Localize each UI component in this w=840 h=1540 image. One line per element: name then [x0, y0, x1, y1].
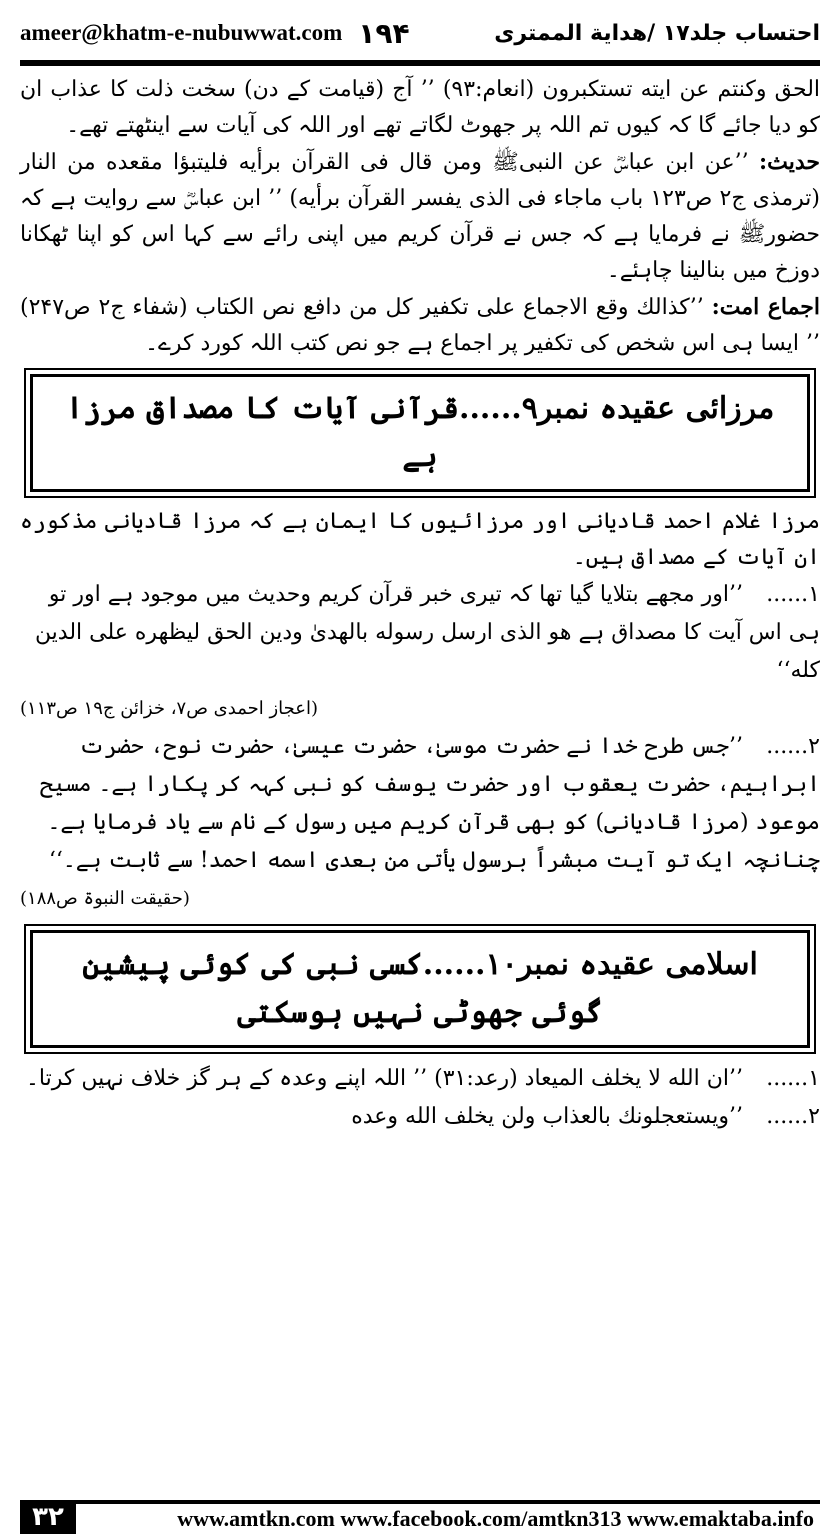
- item-number: ۱......: [766, 582, 820, 607]
- list-item: [20, 728, 820, 880]
- ijma-paragraph: [20, 289, 820, 362]
- header-left: [20, 17, 410, 50]
- header-book-title: احتساب جلد۱۷ /هداية الممترى: [494, 20, 820, 46]
- item-text: ’’ويستعجلونك بالعذاب ولن يخلف الله وعده: [351, 1104, 743, 1129]
- item-text: ’’اور مجھے بتلایا گیا تھا کہ تیری خبر قرآن کریم وحدیث میں موجود ہے اور تو ہی اس آیت کا مصداق ہے هو الذى ارسل رسوله بالهدىٰ ودين الحق ليظهره على الدين كله‘‘: [34, 582, 820, 683]
- item-number: ۲......: [766, 1104, 820, 1129]
- page-content: [20, 72, 820, 1492]
- page-header: [20, 10, 820, 56]
- intro-paragraph: مرزا غلام احمد قادیانی اور مرزائیوں کا ایمان ہے کہ مرزا قادیانی مذکورہ ان آیات کے مصداق ہیں۔: [20, 509, 820, 570]
- reference: (حقیقت النبوۃ ص۱۸۸): [20, 888, 190, 909]
- item-number: ۲......: [766, 734, 820, 759]
- reference-line: [20, 690, 820, 728]
- hadith-paragraph: [20, 144, 820, 289]
- footer-links: www.amtkn.com www.facebook.com/amtkn313 www.emaktaba.info: [76, 1500, 820, 1534]
- item-text: ’’جس طرح خدا نے حضرت موسیٰ، حضرت عیسیٰ، حضرت نوح، حضرت ابراہیم، حضرت یعقوب اور حضرت یوسف کو نبی کہہ کر پکارا ہے۔ مسیح موعود (مرزا قادیانی) کو بھی قرآن کریم میں رسول کے نام سے یاد فرمایا ہے۔ چنانچہ ایک تو آیت مبشراً برسول یأتی من بعدی اسمه احمد! سے ثابت ہے۔‘‘: [39, 734, 820, 873]
- list-item: [20, 1098, 820, 1136]
- quran-paragraph: الحق وكنتم عن ايته تستكبرون (انعام:۹۳) ’’ آج (قیامت کے دن) سخت ذلت کا عذاب ان کو دیا جائے گا کہ کیوں تم اللہ پر جھوٹ لگاتے تھے اور اللہ کی آیات سے اینٹھتے تھے۔: [20, 77, 821, 138]
- ijma-text: ’’كذالك وقع الاجماع على تكفير كل من دافع نص الكتاب (شفاء ج۲ ص۲۴۷) ’’ ایسا ہی اس شخص کی تکفیر پر اجماع ہے جو نص کتب اللہ کورد کرے۔: [20, 295, 820, 356]
- list-item: [20, 576, 820, 690]
- hadith-text: ’’عن ابن عباسؓ عن النبیﷺ ومن قال فی القرآن برأيه فليتبؤا مقعده من النار (ترمذی ج۲ ص۱۲۳ باب ماجاء فی الذی یفسر القرآن برأيه) ’’ ابن عباسؓ سے روایت ہے کہ حضورﷺ نے فرمایا ہے کہ جس نے قرآن کریم میں اپنی رائے سے کہا اس کو اپنا ٹھکانا دوزخ میں بنالینا چاہئے۔: [20, 150, 821, 283]
- header-page-number: ۱۹۴: [358, 16, 410, 50]
- page-footer: [20, 1500, 820, 1534]
- header-rule: [20, 60, 820, 66]
- item-text: ’’ان الله لا يخلف الميعاد (رعد:۳۱) ’’ اللہ اپنے وعدہ کے ہر گز خلاف نہیں کرتا۔: [26, 1066, 743, 1091]
- footer-page-number: ۳۲: [20, 1500, 76, 1534]
- reference: (اعجاز احمدی ص۷، خزائن ج۱۹ ص۱۱۳): [20, 698, 319, 719]
- section-banner-mirzai-9: مرزائی عقیدہ نمبر۹......قرآنی آیات کا مصداق مرزا ہے: [30, 374, 810, 492]
- reference-line: [20, 880, 820, 918]
- list-item: [20, 1060, 820, 1098]
- item-number: ۱......: [766, 1066, 820, 1091]
- hadith-label: حدیث:: [759, 149, 820, 175]
- ijma-label: اجماع امت:: [711, 294, 820, 320]
- section-banner-islami-10: اسلامی عقیدہ نمبر۱۰......کسی نبی کی کوئی پیشین گوئی جھوٹی نہیں ہوسکتی: [30, 930, 810, 1048]
- header-email: ameer@khatm-e-nubuwwat.com: [20, 20, 343, 45]
